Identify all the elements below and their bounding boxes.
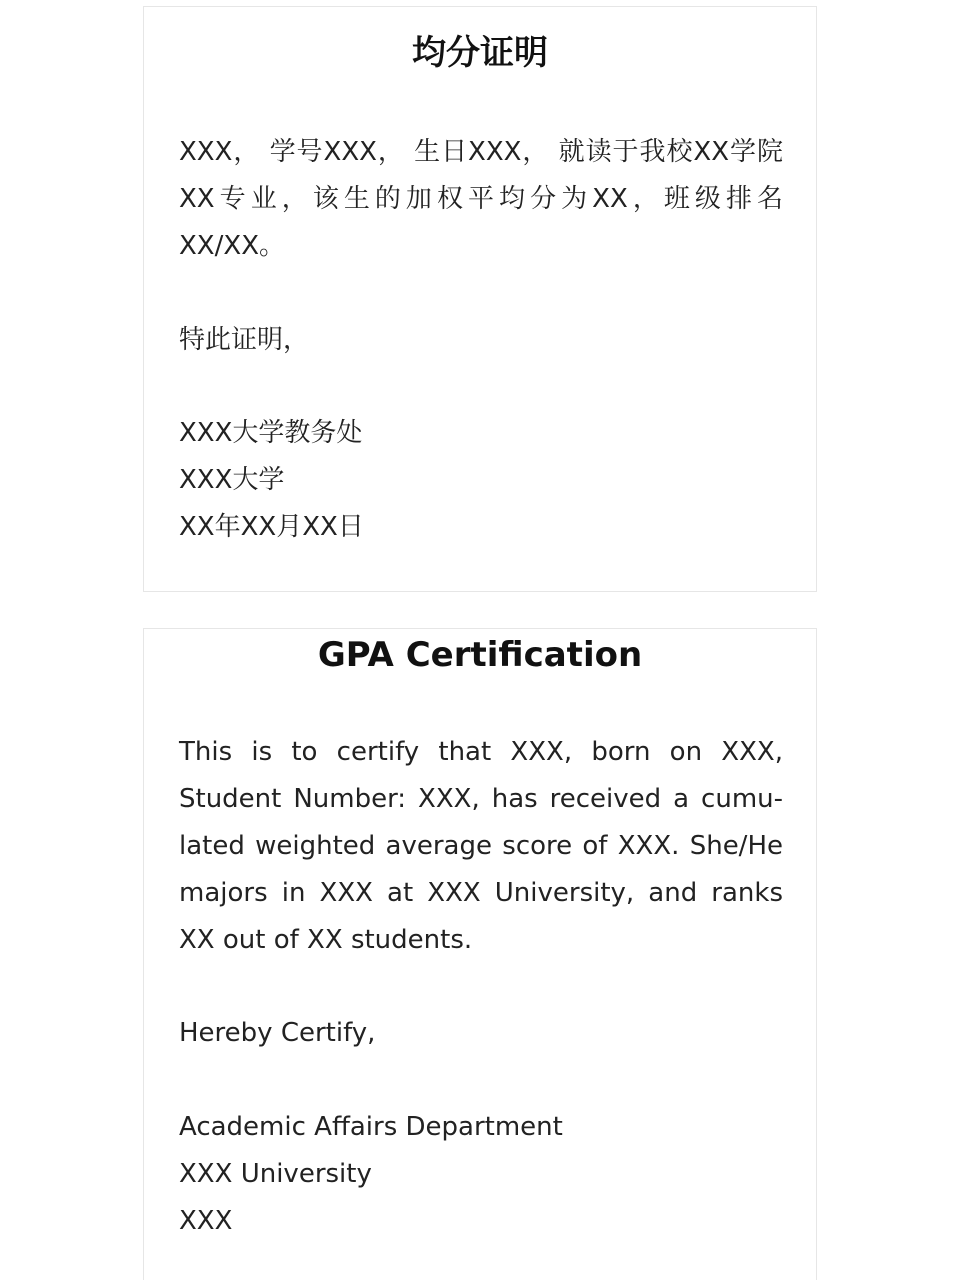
english-closing: Hereby Certify, [179, 1018, 376, 1048]
english-certificate-card [143, 628, 817, 1280]
chinese-issuer: XXX大学教务处 [179, 418, 363, 448]
chinese-certificate-title: 均分证明 [412, 33, 548, 73]
english-date: XXX [179, 1206, 233, 1236]
chinese-closing: 特此证明， [179, 325, 310, 355]
english-certificate-title: GPA Certification [317, 635, 643, 675]
chinese-date: XX年XX月XX日 [179, 512, 364, 542]
english-university: XXX University [179, 1159, 372, 1189]
chinese-university: XXX大学 [179, 465, 285, 495]
chinese-certificate-card [143, 6, 817, 592]
english-certificate-body: This is to certify that XXX, born on XXX, Student Number: XXX, has received a cumu-lated weighted average score of XXX. She/He majors in XXX at XXX University, and ranks XX out of XX students. [179, 737, 783, 955]
english-issuer: Academic Affairs Department [179, 1112, 563, 1142]
chinese-certificate-body: XXX， 学号XXX， 生日XXX， 就读于我校XX学院XX专业，该生的加权平均分为XX，班级排名XX/XX。 [179, 137, 783, 261]
